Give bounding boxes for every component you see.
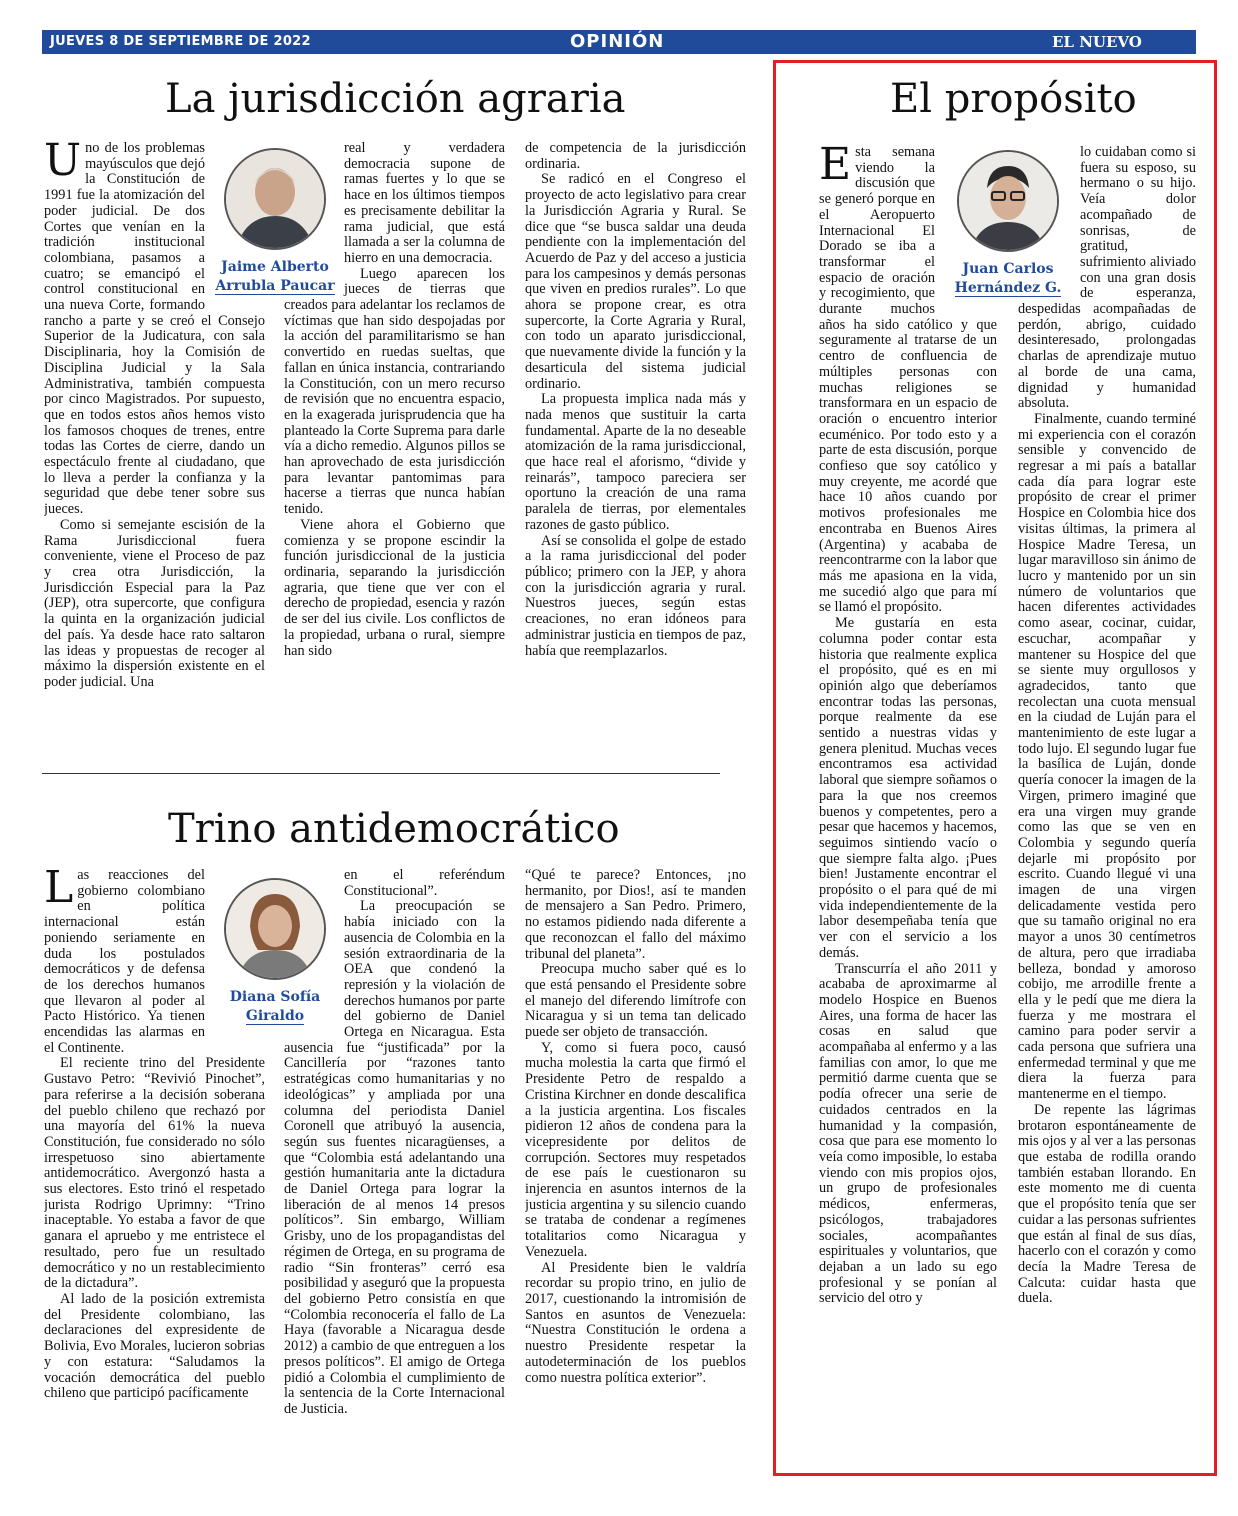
drop-cap: E <box>819 145 852 190</box>
paragraph: Y, como si fuera poco, causó mucha molestia la carta que firmó el Presidente Petro de respaldo a Cristina Kirchner en donde descalifica a la justicia argentina. Los fiscales pidieron 12 años de condena para la vicepresidente por delitos de corrupción. Sectores muy respetados de ese país le cuestionaron su injerencia en asuntos internos de la justicia argentina y su silencio cuando se trataba de condenar a regímenes totalitarios como Nicaragua y Venezuela. <box>525 1039 746 1260</box>
article-column <box>1018 145 1196 1455</box>
paragraph: Así se consolida el golpe de estado a la rama jurisdiccional del poder público; primero con la JEP, y ahora con la jurisdicción agraria y rural. Nuestros jueces, según estas creaciones, no eran idóneos para administrar justicia en tiempos de paz, había que reemplazarlos. <box>525 532 746 659</box>
paragraph: sta semana viendo la discusión que se generó porque en el Aeropuerto Internacional El Dorado se iba a transformar el espacio de oración y recogimiento, que durante muchos años ha sido católico y que seguramente al tratarse de un centro de confluencia de múltiples personas con muchas religiones se transformara en un espacio de oración o encuentro interior ecuménico. Por todo esto y a parte de esta discusión, porque confieso que soy católico y muy creyente, me acordé que hace 10 años cuando por motivos profesionales me encontraba en Buenos Aires (Argentina) y acababa de reencontrarme con la labor que más me apasiona en la vida, me sucedió algo que para mí se llamó el propósito. <box>819 145 997 616</box>
paragraph: De repente las lágrimas brotaron espontáneamente de mis ojos y al ver a las personas que estaba de rodilla orando también estaban llorando. En este momento me di cuenta que el propósito tenía que ser cuidar a las personas sufrientes que están al final de sus días, hacerlo con el corazón y como decía la Madre Teresa de Calcuta: cuidar hasta que duela. <box>1018 1101 1196 1307</box>
paragraph: Como si semejante escisión de la Rama Jurisdiccional fuera conveniente, viene el Proceso de paz y crea otra Jurisdicción, la Jurisdicción Especial para la Paz (JEP), otra supercorte, que configura la quinta en la organización judicial del país. Ya desde hace rato saltaron las ideas y propuestas de recoger al máximo la dispersión existente en el poder judicial. Una <box>44 516 265 690</box>
paragraph: real y verdadera democracia supone de ramas fuertes y lo que se hace en los últimos tiempos es precisamente debilitar la rama judicial, que está llamada a ser la columna de hierro en una democracia. <box>344 141 505 266</box>
paragraph: La preocupación se había iniciado con la ausencia de Colombia en la sesión extraordinaria de la OEA que condenó la represión y la violación de derechos humanos por parte del gobierno de Daniel Ortega en Nicaragua. Esta ausencia fue “justificada” por la Cancillería por “razones tanto estratégicas como humanitarias y no ideológicas” y ampliada por una columna del periodista Daniel Coronell que atribuyó la ausencia, según sus fuentes nicaragüenses, a que “Colombia está adelantando una gestión humanitaria ante la dictadura de Daniel Ortega para lograr la liberación de al menos 14 presos políticos”. Sin embargo, William Grisby, uno de los propagandistas del régimen de Ortega, en su programa de radio “Sin fronteras” cerró esa posibilidad y aseguró que la propuesta del gobierno Petro consistía en que “Colombia reconocería el fallo de La Haya (favorable a Nicaragua desde 2012) a cambio de que entreguen a los presos políticos”. El amigo de Ortega pidió a Colombia el cumplimiento de la sentencia de la Corte Internacional de Justicia. <box>284 898 505 1417</box>
paragraph: no de los problemas mayúsculos que dejó la Constitución de 1991 fue la atomización del poder judicial. De dos Cortes que venían en la tradición institucional colombiana, pasamos a cuatro; se emancipó el control constitucional en una nueva Corte, formando rancho a parte y se creó el Consejo Superior de la Judicatura, con sala Disciplinaria, hoy la Comisión de Disciplina Judicial y la Sala Administrativa, también compuesta por cinco Magistrados. Por supuesto, que en todos estos años hemos visto los famosos choques de trenes, entre todas las Cortes de cierre, dando un espectáculo frente al ciudadano, que lo lleva a perder la confianza y la seguridad que debe tener sobre sus jueces. <box>44 141 265 518</box>
article-title-proposito: El propósito <box>890 76 1137 122</box>
paragraph: lo cuidaban como si fuera su esposo, su hermano o su hijo. Veía dolor acompañado de sonrisas, de gratitud, sufrimiento aliviado con una gran dosis de esperanza, despedidas acompañadas de perdón, abrigo, cuidado desinteresado, prolongadas charlas de aprendizaje mutuo al borde de una cama, dignidad y humanidad absoluta. <box>1018 145 1196 412</box>
article-column <box>284 141 505 741</box>
paragraph: Transcurría el año 2011 y acababa de aproximarme al modelo Hospice en Buenos Aires, una forma de hacer las cosas en salud que acompañaba al enfermo y a las familias con amor, lo que me permitió darme cuenta que se podía ofrecer una serie de cuidados centrados en la humanidad y la compasión, cosa que para ese momento lo veía como imposible, lo estaba viendo con mis propios ojos, un grupo de profesionales médicos, enfermeras, psicólogos, trabajadores sociales, acompañantes espirituales y voluntarios, que dejaban a un lado su ego profesional y se ponían al servicio del otro y <box>819 960 997 1307</box>
article-title-jurisdiccion: La jurisdicción agraria <box>165 76 626 122</box>
article-divider <box>42 773 720 774</box>
article-column <box>525 868 746 1458</box>
paragraph: “Qué te parece? Entonces, ¡no hermanito, por Dios!, así te manden de mensajero a San Pedro. Primero, no estamos pidiendo nada diferente a que reconozcan el fallo del máximo tribunal del planeta”. <box>525 868 746 962</box>
paragraph: Al Presidente bien le valdría recordar su propio trino, en julio de 2017, cuestionando la intromisión de Santos en asuntos de Venezuela: “Nuestra Constitución le ordena a nuestro Presidente respetar la autodeterminación de los pueblos como nuestra política exterior”. <box>525 1259 746 1386</box>
drop-cap: L <box>44 868 74 913</box>
author-name: Juan Carlos Hernández G. <box>954 261 1062 296</box>
author-name: Jaime Alberto Arrubla Paucar <box>215 259 335 294</box>
author-name: Diana Sofía Giraldo <box>229 989 321 1024</box>
paragraph: en el referéndum Constitucional”. <box>344 868 505 899</box>
paragraph: El reciente trino del Presidente Gustavo Petro: “Revivió Pinochet”, para referirse a la decisión soberana del pueblo chileno que rechazó por una mayoría del 61% la nueva Constitución, fue considerado no sólo irrespetuoso sino abiertamente antidemocrático. Avergonzó hasta a sus electores. Esto trinó el respetado jurista Rodrigo Uprimny: “Trino inaceptable. Yo estaba a favor de que ganara el apruebo y me entristece el resultado, pero fue un resultado democrático y no un restablecimiento de la dictadura”. <box>44 1055 265 1292</box>
article-column <box>525 141 746 741</box>
paragraph: Preocupa mucho saber qué es lo que está pensando el Presidente sobre el manejo del diferendo limítrofe con Nicaragua y si un tema tan delicado puede ser objeto de transacción. <box>525 961 746 1041</box>
section-name: OPINIÓN <box>570 31 665 52</box>
paragraph: Al lado de la posición extremista del Presidente colombiano, las declaraciones del expresidente de Bolivia, Evo Morales, lucieron sobrias y con estatura: “Saludamos la vocación democrática del pueblo chileno que participó pacíficamente <box>44 1290 265 1402</box>
paragraph: Me gustaría en esta columna poder contar esta historia que realmente explica el propósito, qué es en mi opinión algo que deberíamos encontrar todas las personas, porque realmente da ese sentido a nuestras vidas y genera plenitud. Muchas veces encontramos esa actividad laboral que siempre soñamos o para la que nos creemos buenos y competentes, pero a pesar que hacemos y hacemos, seguimos sintiendo vacío o que siempre falta algo. ¡Pues bien! Justamente encontrar el propósito o el para qué de mi vida independientemente de la labor desempeñaba tenía que ver con el servicio a los demás. <box>819 615 997 961</box>
paragraph: Viene ahora el Gobierno que comienza y se propone escindir la función jurisdiccional de la justicia ordinaria, separando la jurisdicción agraria, que tiene que ver con el derecho de propiedad, esencia y razón de ser del ius civile. Los conflictos de la propiedad, urbana o rural, siempre han sido <box>284 516 505 659</box>
article-column <box>819 145 997 1455</box>
paragraph: Finalmente, cuando terminé mi experiencia con el corazón sensible y convencido de regresar a mi país a batallar cada día para lograr este propósito de crear el primer Hospice en Colombia hice dos visitas últimas, la primera al Hospice Madre Teresa, un lugar maravilloso sin ánimo de lucro y mantenido por un sin número de voluntarios que hacen diferentes actividades como asear, cocinar, cuidar, escuchar, acompañar y mantener su Hospice del que se siente muy orgullosos y agradecidos, tanto que recolectan una cuota mensual en la ciudad de Luján para el mantenimiento de este lugar a todo lujo. El segundo lugar fue la basílica de Luján, donde quería conocer la imagen de la Virgen, primero imaginé que era una virgen muy grande como las que se ven en Colombia y segundo quería dejarle mi propósito por escrito. Cuando llegué vi una imagen de una virgen delicadamente vestida pero que su tamaño original no era mayor a unos 30 centímetros de altura, pero que irradiaba belleza, bondad y amoroso cobijo, me arrodille frente a ella y le pedí que me diera la fuerza y me mostrara el camino para poder servir a cada persona que sufriera una enfermedad terminal y que me diera la fuerza para mantenerme en el tiempo. <box>1018 410 1196 1103</box>
article-title-trino: Trino antidemocrático <box>168 806 620 852</box>
page-number: 9A <box>1200 31 1227 52</box>
paragraph: as reacciones del gobierno colombiano en política internacional están poniendo seriamente en duda los postulados democráticos y de defensa de los derechos humanos que llevaron al poder al Pacto Histórico. Ya tienen encendidas las alarmas en el Continente. <box>44 868 205 1056</box>
page-header <box>42 30 1227 69</box>
paragraph: La propuesta implica nada más y nada menos que sustituir la carta fundamental. Aparte de la no deseable atomización de la rama jurisdiccional, que hace real el aforismo, “divide y reinarás”, tampoco pareciera ser oportuno la creación de una rama paralela de tierras, por elementales razones de gasto público. <box>525 391 746 533</box>
newspaper-brand: EL NUEVO SIGLO <box>1052 33 1142 69</box>
drop-cap: U <box>44 141 82 186</box>
issue-date: JUEVES 8 DE SEPTIEMBRE DE 2022 <box>50 34 311 49</box>
paragraph: Luego aparecen los jueces de tierras que creados para adelantar los reclamos de víctimas que han sido despojadas por la acción del paramilitarismo se han convertido en ruedas sueltas, que fallan en única instancia, contrariando la Constitución, con un mero recurso de revisión que no encuentra espacio, en la exagerada jurisprudencia que ha planteado la Corte Suprema para darle vía a dicho remedio. Algunos pillos se han aprovechado de esta jurisdicción para levantar pantomimas para hacerse a tierras que nunca habían tenido. <box>284 265 505 518</box>
article-column <box>284 868 505 1458</box>
paragraph: Se radicó en el Congreso el proyecto de acto legislativo para crear la Jurisdicción Agraria y Rural. Se dice que “se busca saldar una deuda pendiente con la implementación del Acuerdo de Paz y del acceso a justicia para los campesinos y demás personas que viven en predios rurales”. Lo que ahora se propone crear, es otra supercorte, la Corte Agraria y Rural, con todo un aparato jurisdiccional, que nuevamente divide la función y la desarticula del sistema judicial ordinario. <box>525 171 746 392</box>
paragraph: de competencia de la jurisdicción ordinaria. <box>525 141 746 172</box>
